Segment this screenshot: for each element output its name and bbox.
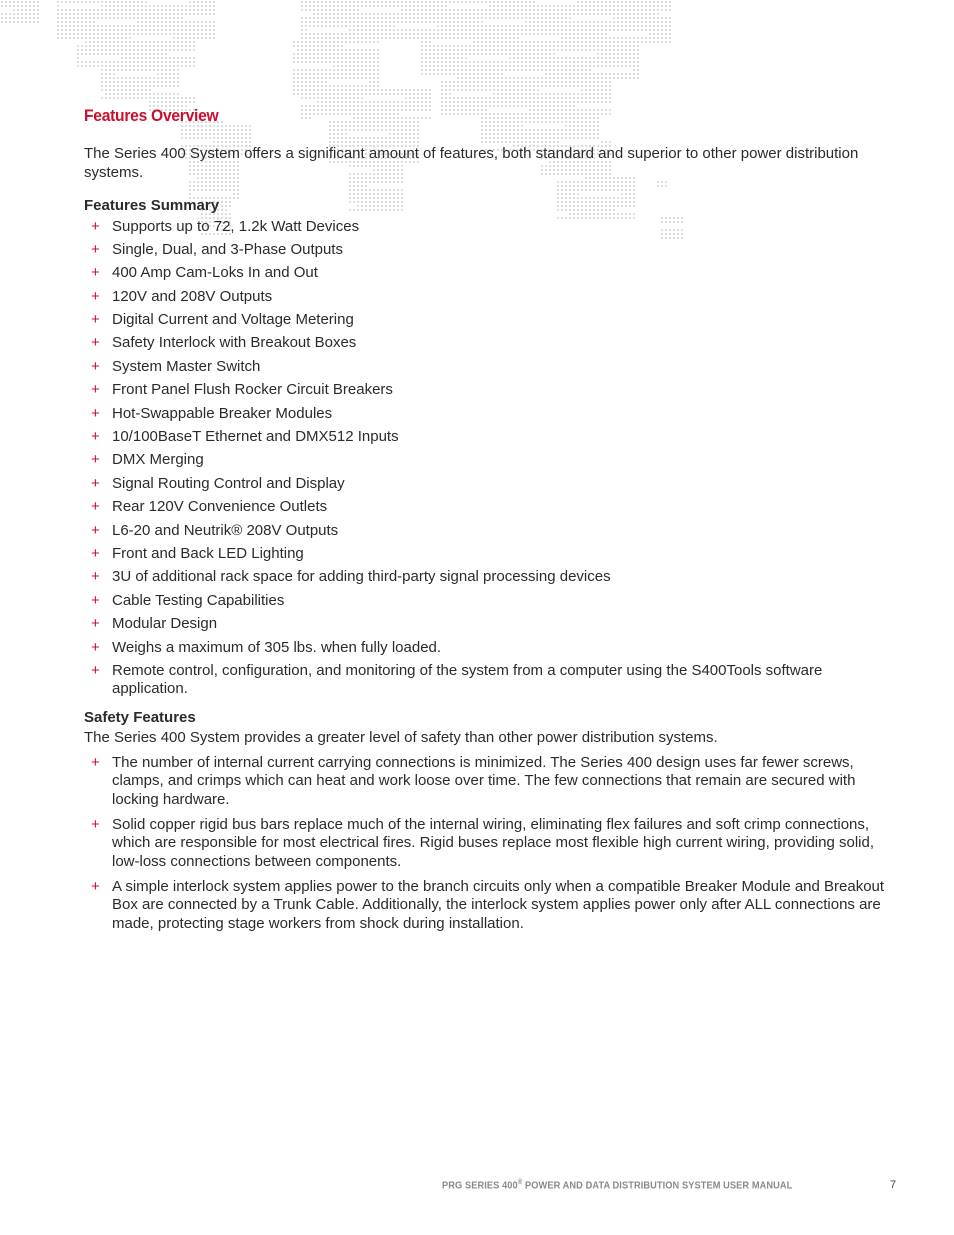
list-item	[84, 405, 896, 424]
plus-icon: +	[91, 334, 100, 352]
list-item	[84, 615, 896, 634]
footer-title-prefix: PRG SERIES 400	[442, 1179, 518, 1192]
list-item	[84, 311, 896, 330]
list-item	[84, 288, 896, 307]
plus-icon: +	[91, 815, 100, 833]
list-item-text: L6-20 and Neutrik® 208V Outputs	[112, 521, 339, 539]
list-item-text: Cable Testing Capabilities	[112, 591, 285, 609]
list-item	[84, 522, 896, 541]
list-item-text: DMX Merging	[112, 451, 204, 469]
plus-icon: +	[91, 591, 100, 609]
plus-icon: +	[91, 521, 100, 539]
list-item-text: Signal Routing Control and Display	[112, 474, 345, 492]
plus-icon: +	[91, 753, 100, 771]
list-item-text: Front and Back LED Lighting	[112, 544, 304, 562]
plus-icon: +	[91, 264, 100, 282]
plus-icon: +	[91, 428, 100, 446]
list-item	[84, 592, 896, 611]
list-item	[84, 754, 896, 810]
list-item-text: The number of internal current carrying connections is minimized. The Series 400 design uses far fewer screws, clamps, and crimps which can heat and work loose over time. The few connections that remain are secured with locking hardware.	[112, 753, 856, 808]
list-item-text: Rear 120V Convenience Outlets	[112, 498, 328, 516]
plus-icon: +	[91, 568, 100, 586]
page-title: Features Overview	[84, 106, 219, 125]
list-item-text: Remote control, configuration, and monitoring of the system from a computer using the S400Tools software application.	[112, 661, 823, 698]
list-item-text: Safety Interlock with Breakout Boxes	[112, 334, 357, 352]
footer-manual-title	[442, 1179, 792, 1192]
plus-icon: +	[91, 451, 100, 469]
intro-paragraph: The Series 400 System offers a significant amount of features, both standard and superior to other power distribution systems.	[84, 145, 859, 181]
list-item	[84, 662, 896, 699]
list-item	[84, 241, 896, 260]
list-item	[84, 568, 896, 587]
list-item-text: Modular Design	[112, 615, 218, 633]
plus-icon: +	[91, 544, 100, 562]
list-item-text: Digital Current and Voltage Metering	[112, 311, 354, 329]
list-item	[84, 878, 896, 934]
list-item-text: Front Panel Flush Rocker Circuit Breakers	[112, 381, 393, 399]
list-item-text: Hot-Swappable Breaker Modules	[112, 404, 333, 422]
page-content	[84, 106, 896, 940]
features-summary-heading: Features Summary	[84, 197, 220, 214]
plus-icon: +	[91, 357, 100, 375]
list-item	[84, 428, 896, 447]
list-item-text: System Master Switch	[112, 357, 261, 375]
plus-icon: +	[91, 474, 100, 492]
plus-icon: +	[91, 311, 100, 329]
plus-icon: +	[91, 217, 100, 235]
list-item-text: A simple interlock system applies power to the branch circuits only when a compatible Breaker Module and Breakout Box are connected by a Trunk Cable. Additionally, the interlock system applies power only after ALL connections are made, protecting stage workers from shock during installation.	[112, 877, 885, 932]
list-item-text: Single, Dual, and 3-Phase Outputs	[112, 240, 343, 258]
list-item	[84, 545, 896, 564]
list-item-text: 400 Amp Cam-Loks In and Out	[112, 264, 318, 282]
list-item	[84, 498, 896, 517]
list-item	[84, 358, 896, 377]
features-summary-list	[84, 218, 896, 699]
footer-title-suffix: POWER AND DATA DISTRIBUTION SYSTEM USER MANUAL	[522, 1179, 793, 1192]
list-item-text: Solid copper rigid bus bars replace much of the internal wiring, eliminating flex failures and soft crimp connections, which are responsible for most electrical fires. Rigid buses replace most flexible high current wiring, providing solid, low-loss connections between components.	[112, 815, 875, 870]
plus-icon: +	[91, 661, 100, 679]
plus-icon: +	[91, 498, 100, 516]
list-item	[84, 639, 896, 658]
plus-icon: +	[91, 381, 100, 399]
list-item-text: 120V and 208V Outputs	[112, 287, 273, 305]
list-item	[84, 451, 896, 470]
registered-mark: ®	[517, 1179, 523, 1186]
safety-features-list	[84, 754, 896, 934]
plus-icon: +	[91, 404, 100, 422]
list-item-text: Weighs a maximum of 305 lbs. when fully loaded.	[112, 638, 442, 656]
list-item	[84, 475, 896, 494]
list-item-text: Supports up to 72, 1.2k Watt Devices	[112, 217, 360, 235]
list-item	[84, 264, 896, 283]
page-number: 7	[890, 1179, 897, 1191]
safety-features-heading: Safety Features	[84, 708, 196, 726]
list-item-text: 10/100BaseT Ethernet and DMX512 Inputs	[112, 428, 399, 446]
list-item-text: 3U of additional rack space for adding third-party signal processing devices	[112, 568, 611, 586]
safety-intro-paragraph: The Series 400 System provides a greater level of safety than other power distribution systems.	[84, 729, 718, 747]
list-item	[84, 381, 896, 400]
plus-icon: +	[91, 287, 100, 305]
list-item	[84, 334, 896, 353]
list-item	[84, 218, 896, 237]
plus-icon: +	[91, 877, 100, 895]
plus-icon: +	[91, 240, 100, 258]
plus-icon: +	[91, 638, 100, 656]
list-item	[84, 816, 896, 872]
plus-icon: +	[91, 615, 100, 633]
